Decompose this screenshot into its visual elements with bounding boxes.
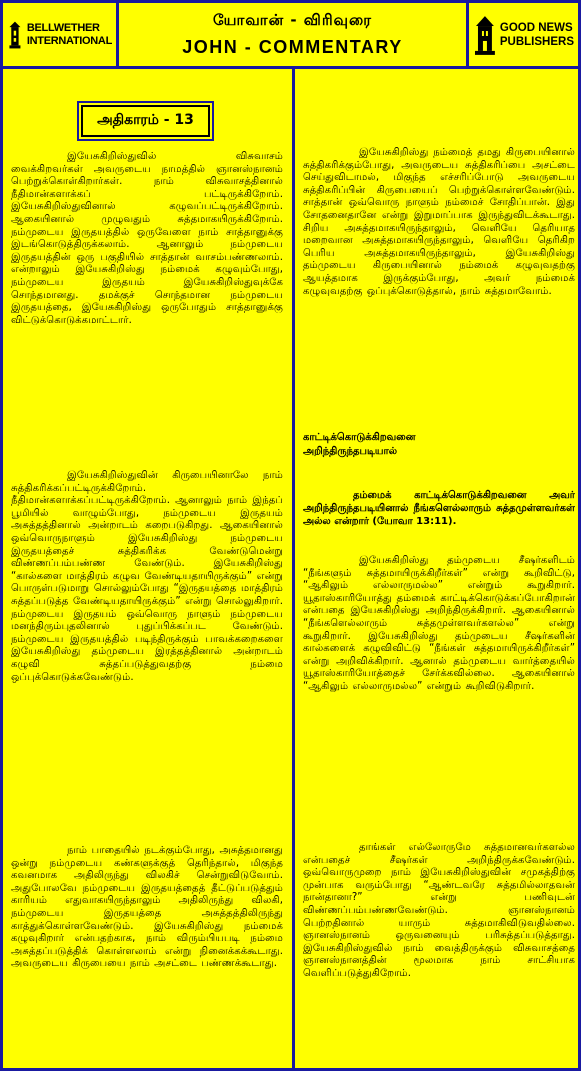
building-icon xyxy=(473,14,497,56)
good-news-logo-line2: PUBLISHERS xyxy=(499,35,574,48)
section-heading-line1: காட்டிக்கொடுக்கிறவனை xyxy=(303,432,416,443)
left-paragraph-3 xyxy=(11,845,283,971)
page-header xyxy=(3,3,578,69)
good-news-logo-line1: GOOD NEWS xyxy=(499,21,573,34)
right-paragraph-intro xyxy=(303,147,575,298)
right-paragraph-2 xyxy=(303,842,575,981)
left-paragraph-2 xyxy=(11,470,283,684)
bell-tower-icon xyxy=(7,12,23,58)
paragraph-text: இயேசுகிறிஸ்து நம்மைத் தமது கிருபையினால் சுத்திகரிக்கும்போது, அவருடைய சுத்திகரிப்பை அசட்டை செய்துவிடாமல், மிகுந்த எச்சரிப்போடு அவருடைய சுத்திகரிப்பின் கிருபையைப் பெற்றுக்கொள்ளவேண்டும். சாத்தான் ஒவ்வொரு நாளும் நம்மைச் சோதிப்பான். இது சோதனைதானே என்று இறுமாப்பாக இருந்துவிடக்கூடாது. சிறிய அசுத்தமாகயிருந்தாலும், வெளியே தெரியாத மறைவான அசுத்தமாகயிருந்தாலும், வெளியே தெரிகிற பெரிய அசுத்தமாகயிருந்தாலும், இயேசுகிறிஸ்து தம்முடைய கிருபையினால் நம்மைக் கழுவுவதற்கு ஆயத்தமாக இருக்கும்போது, அவர் நம்மைக் கழுவுவதற்கு ஒப்புக்கொடுத்தால், நாம் சுத்தமாவோம். xyxy=(303,147,575,297)
bellwether-logo-line1: BELLWETHER xyxy=(26,21,100,34)
column-divider xyxy=(292,66,295,1071)
section-heading xyxy=(303,431,575,459)
section-heading-line2: அறிந்திருந்தபடியால் xyxy=(303,446,398,457)
good-news-logo xyxy=(466,3,578,66)
verse-quote xyxy=(303,489,575,528)
verse-text: தம்மைக் காட்டிக்கொடுக்கிறவனை அவர் அறிந்திருந்தபடியினால் நீங்களெல்லாரும் சுத்தமுள்ளவர்கள் அல்ல என்றார் (யோவா 13:11). xyxy=(303,490,575,527)
bellwether-logo xyxy=(3,3,119,66)
paragraph-text: இயேசுகிறிஸ்துவில் விசுவாசம் வைக்கிறவர்கள் அவருடைய நாமத்தில் ஞானஸ்நானம் பெற்றுக்கொள்கிறார்கள். நாம் விசுவாசத்தினால் நீதிமான்களாக்கப் பட்டிருக்கிறோம். இயேசுகிறிஸ்துவினால் கழுவப்பட்டிருக்கிறோம். ஆகையினால் முழுவதும் சுத்தமாகயிருக்கிறோம். நம்முடைய இருதயத்தில் ஒருவேளை நாம் சாத்தானுக்கு இடங்கொடுத்திருக்கலாம். ஆனாலும் நம்முடைய இருதயத்தின் ஒரு பகுதியில் சாத்தான் வாசம்பண்ணலாம். என்றாலும் இயேசுகிறிஸ்து நம்மைக் கழுவும்போது, நம்முடைய இருதயம் இயேசுகிறிஸ்துவுக்கே சொந்தமானது. தமக்குச் சொந்தமான நம்முடைய இருதயத்தை, இயேசுகிறிஸ்து ஒருபோதும் சாத்தானுக்கு விட்டுக்கொடுக்கமாட்டார். xyxy=(11,151,283,326)
paragraph-text: இயேசுகிறிஸ்து தம்முடைய சீஷர்களிடம் “நீங்களும் சுத்தமாயிருக்கிறீர்கள்” என்று கூறிவிட்டு, “ஆகிலும் எல்லாருமல்ல” என்றும் கூறுகிறார். யூதாஸ்காரியோத்து தம்மைக் காட்டிக்கொடுக்கப்போகிறான் என்பதை இயேசுகிறிஸ்து அறிந்திருக்கிறார். ஆகையினால் “நீங்களெல்லாரும் சுத்தமுள்ளவர்களல்ல” என்று கூறுகிறார். இயேசுகிறிஸ்து தம்முடைய சீஷர்களின் கால்களைக் கழுவிவிட்டு “நீங்கள் சுத்தமாயிருக்கிறீர்கள்” என்று அறிவிக்கிறார். ஆனால் தம்முடைய வார்த்தையில் யூதாஸ்காரியோத்தைச் சேர்க்கவில்லை. ஆகையினால் “ஆகிலும் எல்லாருமல்ல” என்றும் கூறிவிடுகிறார். xyxy=(303,555,575,692)
right-paragraph-1 xyxy=(303,555,575,694)
title-tamil: யோவான் - விரிவுரை xyxy=(213,11,372,29)
left-column xyxy=(11,69,283,1069)
right-column xyxy=(303,69,575,1069)
chapter-label: அதிகாரம் - 13 xyxy=(77,101,214,141)
bellwether-logo-line2: INTERNATIONAL xyxy=(26,34,112,47)
paragraph-text: தாங்கள் எல்லோருமே சுத்தமானவர்களல்ல என்பதைச் சீஷர்கள் அறிந்திருக்கவேண்டும். ஒவ்வொருமுறை நாம் இயேசுகிறிஸ்துவின் சமுகத்திற்கு முன்பாக வரும்போது “ஆண்டவரே சுத்தமில்லாதவன் நான்தானா?” என்று பணிவுடன் விண்ணப்பம்பண்ணவேண்டும். ஞானஸ்நானம் பெற்றதினால் யாரும் சுத்தமாகிவிடுவதில்லை. ஞானஸ்நானம் ஒருவனையும் பரிசுத்தப்படுத்தாது. இயேசுகிறிஸ்துவில் நாம் வைத்திருக்கும் விசுவாசத்தை ஞானஸ்நானத்தின் மூலமாக நாம் சாட்சியாக வெளிப்படுத்துகிறோம். xyxy=(303,842,575,979)
header-title xyxy=(119,3,466,66)
left-paragraph-1 xyxy=(11,151,283,327)
paragraph-text: நாம் பாதையில் நடக்கும்போது, அசுத்தமானது ஒன்று நம்முடைய கண்களுக்குத் தெரிந்தால், மிகுந்த கவனமாக அதிலிருந்து விலகிச் சென்றுவிடுவோம். அதுபோலவே நம்முடைய இருதயத்தைத் தீட்டுப்படுத்தும் காரியம் எதுவாகயிருந்தாலும் அதிலிருந்து விலகி, நம்முடைய இருதயத்தை அசுத்தத்திலிருந்து காத்துக்கொள்ளவேண்டும். இயேசுகிறிஸ்து நம்மைக் கழுவுகிறார் என்பதற்காக, நாம் விரும்பியபடி நம்மை அசுத்தப்படுத்திக் கொள்ளலாம் என்று நினைக்கக்கூடாது. அவருடைய கிருபையை நாம் அசட்டை பண்ணக்கூடாது. xyxy=(11,845,283,970)
title-english: JOHN - COMMENTARY xyxy=(182,37,403,57)
bellwether-logo-text xyxy=(27,22,112,48)
good-news-logo-text xyxy=(500,21,574,49)
paragraph-text: இயேசுகிறிஸ்துவின் கிருபையினாலே நாம் சுத்திகரிக்கப்பட்டிருக்கிறோம். நீதிமான்களாக்கப்பட்டிருக்கிறோம். ஆனாலும் நாம் இந்தப் பூமியில் வாழும்போது, நம்முடைய இருதயம் அசுத்தத்தினால் அன்றாடம் கறைபடுகிறது. ஆகையினால் ஒவ்வொருநாளும் இயேசுகிறிஸ்து நம்முடைய இருதயத்தைச் சுத்திகரிக்க வேண்டுமென்று விண்ணப்பம்பண்ண வேண்டும். இயேசுகிறிஸ்து “கால்களை மாத்திரம் கழுவ வேண்டியதாயிருக்கும்” என்று பொருள்படுமாறு சொல்லும்போது “இருதயத்தை மாத்திரம் சுத்தப்படுத்த வேண்டியதாயிருக்கும்” என்று சொல்லுகிறார். நம்முடைய இருதயம் ஒவ்வொரு நாளும் நம்முடைய மனந்திரும்புதலினால் புதுப்பிக்கப்பட வேண்டும். நம்முடைய இருதயத்தில் படிந்திருக்கும் பாவக்கறைகளை இயேசுகிறிஸ்து தம்முடைய இரத்தத்தினால் அன்றாடம் கழுவி சுத்தப்படுத்துவதற்கு நம்மை ஒப்புக்கொடுக்கவேண்டும். xyxy=(11,470,283,683)
